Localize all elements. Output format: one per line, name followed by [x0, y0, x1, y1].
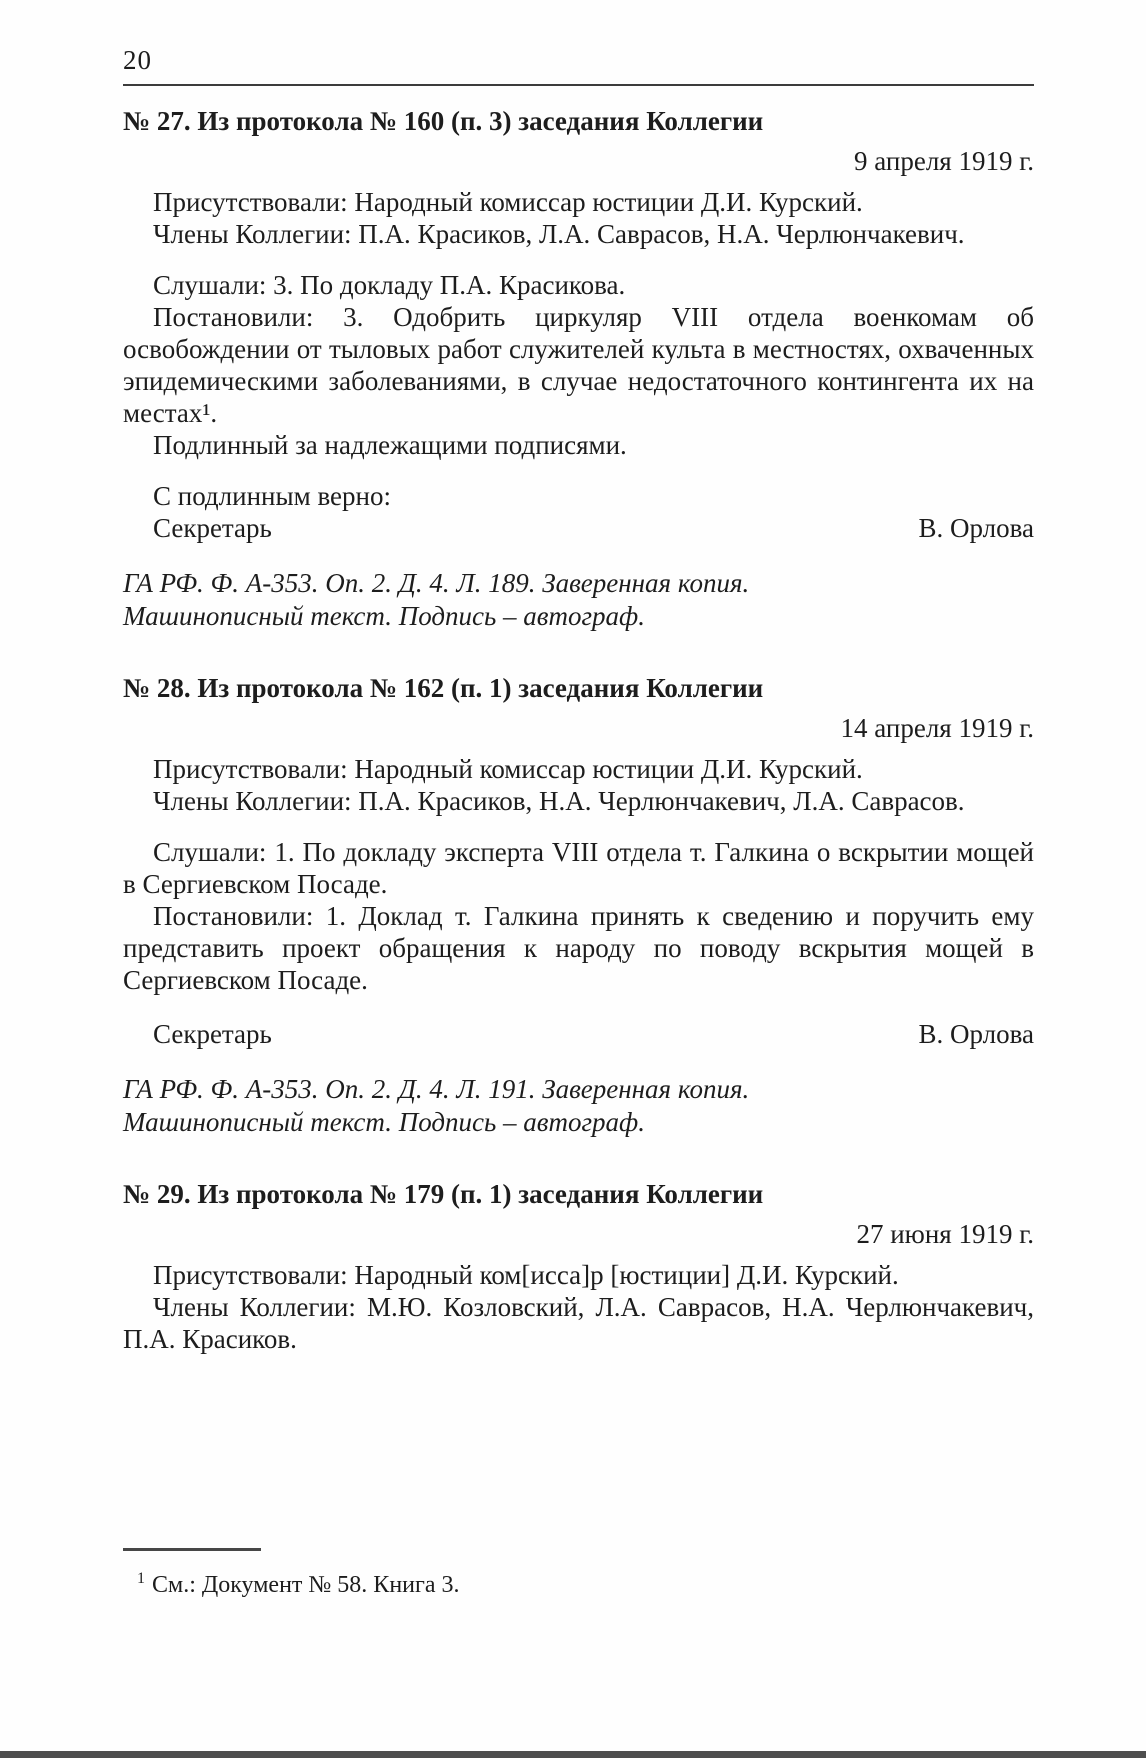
paragraph-authentic: Подлинный за надлежащими подписями. [153, 430, 627, 460]
footnote-body: См.: Документ № 58. Книга 3. [152, 1572, 460, 1598]
doc-title: № 27. Из протокола № 160 (п. 3) заседания Коллегии [123, 106, 764, 136]
signature-name: В. Орлова [918, 1019, 1034, 1049]
page-content [123, 44, 1034, 1355]
spacer [123, 461, 1034, 480]
signature-role: Секретарь [153, 1019, 272, 1049]
archive-note-line: Машинописный текст. Подпись – автограф. [123, 1107, 645, 1137]
doc-date: 9 апреля 1919 г. [854, 146, 1034, 176]
signature-role: Секретарь [153, 513, 272, 543]
footnote-text [123, 1564, 873, 1600]
footnote-block [123, 1548, 873, 1600]
document-29 [123, 1177, 1034, 1355]
signature-row [123, 1018, 1034, 1050]
spacer [123, 817, 1034, 836]
page-number: 20 [123, 45, 152, 75]
archive-reference [123, 1073, 1034, 1139]
signature-name: В. Орлова [918, 513, 1034, 543]
archive-note-line: Машинописный текст. Подпись – автограф. [123, 601, 645, 631]
archive-ref-line: ГА РФ. Ф. А-353. Оп. 2. Д. 4. Л. 191. Заверенная копия. [123, 1074, 750, 1104]
doc-date: 14 апреля 1919 г. [840, 713, 1034, 743]
paragraph-resolved: Постановили: 3. Одобрить циркуляр VIII отдела военкомам об освобождении от тыловых работ служителей культа в местностях, охваченных эпидемическими заболеваниями, в случае недостаточного контингента их на местах¹. [123, 302, 1034, 428]
archive-reference [123, 567, 1034, 633]
signature-row [123, 512, 1034, 544]
paragraph-heard: Слушали: 3. По докладу П.А. Красикова. [153, 270, 626, 300]
paragraph-members: Члены Коллегии: П.А. Красиков, Н.А. Черлюнчакевич, Л.А. Саврасов. [153, 786, 965, 816]
document-28 [123, 671, 1034, 1139]
paragraph-members: Члены Коллегии: М.Ю. Козловский, Л.А. Саврасов, Н.А. Черлюнчакевич, П.А. Красиков. [123, 1292, 1034, 1354]
paragraph-present: Присутствовали: Народный комиссар юстиции Д.И. Курский. [153, 187, 863, 217]
document-27 [123, 104, 1034, 633]
doc-title: № 29. Из протокола № 179 (п. 1) заседания Коллегии [123, 1179, 764, 1209]
spacer [123, 250, 1034, 269]
doc-title: № 28. Из протокола № 162 (п. 1) заседания Коллегии [123, 673, 764, 703]
scan-edge-bottom [0, 1751, 1146, 1758]
paragraph-resolved: Постановили: 1. Доклад т. Галкина принять к сведению и поручить ему представить проект обращения к народу по поводу вскрытия мощей в Сергиевском Посаде. [123, 901, 1034, 995]
paragraph-heard: Слушали: 1. По докладу эксперта VIII отдела т. Галкина о вскрытии мощей в Сергиевском Посаде. [123, 837, 1034, 899]
paragraph-present: Присутствовали: Народный комиссар юстиции Д.И. Курский. [153, 754, 863, 784]
paragraph-present: Присутствовали: Народный ком[исса]р [юстиции] Д.И. Курский. [153, 1260, 899, 1290]
doc-date: 27 июня 1919 г. [856, 1219, 1034, 1249]
paragraph-certified: С подлинным верно: [153, 481, 391, 511]
archive-ref-line: ГА РФ. Ф. А-353. Оп. 2. Д. 4. Л. 189. Заверенная копия. [123, 568, 750, 598]
footnote-separator [123, 1548, 261, 1551]
footnote-marker: 1 [137, 1570, 145, 1587]
header-rule [123, 84, 1034, 86]
paragraph-members: Члены Коллегии: П.А. Красиков, Л.А. Саврасов, Н.А. Черлюнчакевич. [153, 219, 965, 249]
